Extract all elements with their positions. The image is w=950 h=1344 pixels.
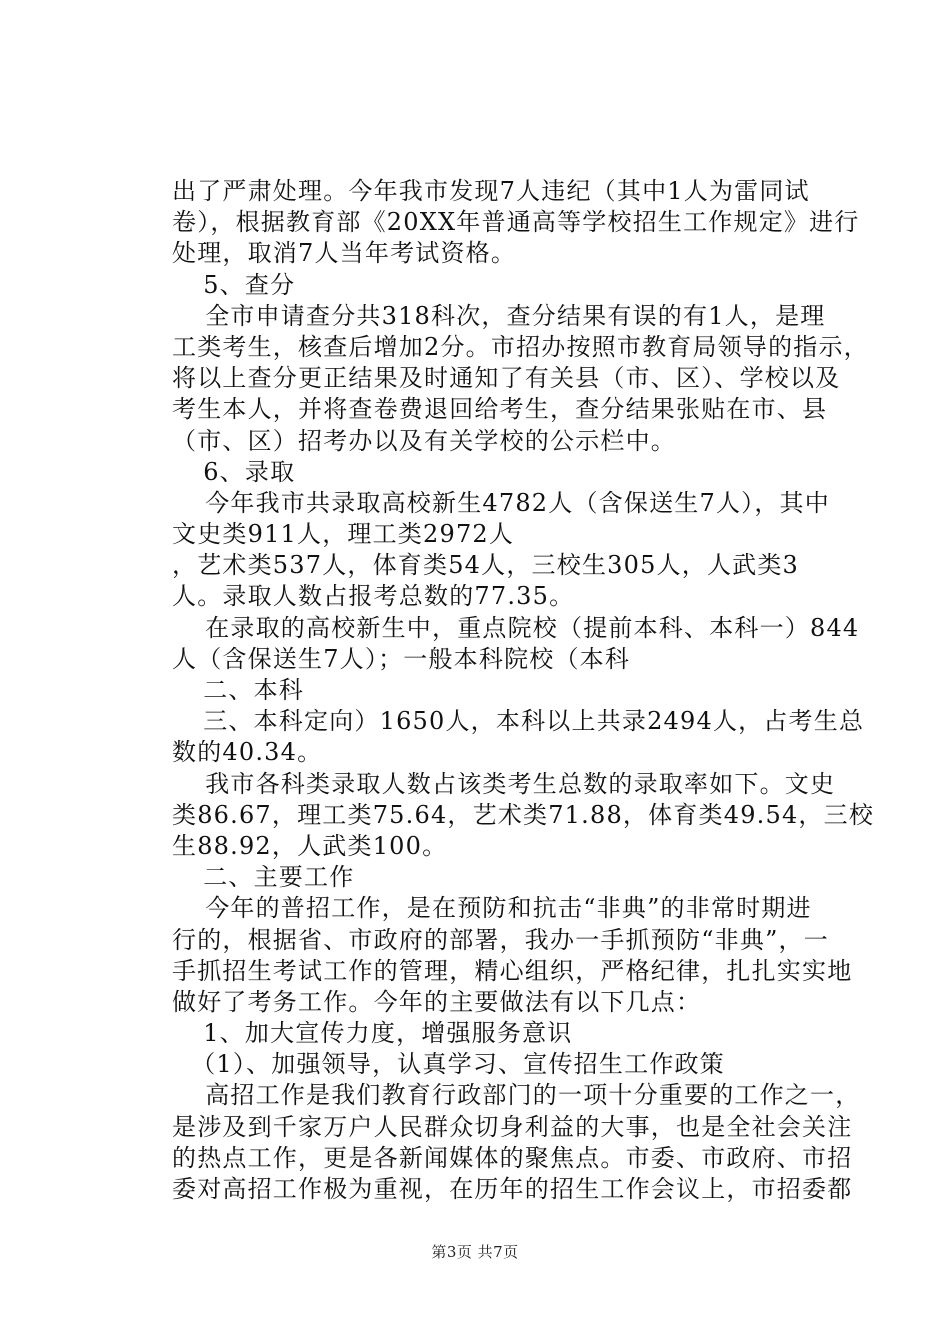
section-heading: 二、本科 [178,676,304,704]
text-line: 是涉及到千家万户人民群众切身利益的大事，也是全社会关注 [172,1112,853,1141]
text-line: 人（含保送生7人）；一般本科院校（本科 [172,644,631,673]
text-line: 数的40.34。 [172,738,323,767]
text-line: 今年的普招工作，是在预防和抗击“非典”的非常时期进 [180,894,812,923]
text-line: 我市各科类录取人数占该类考生总数的录取率如下。文史 [180,769,836,798]
text-line: ，艺术类537人，体育类54人，三校生305人，人武类3 [172,551,800,580]
text-line: 在录取的高校新生中，重点院校（提前本科、本科一）844 [180,613,860,642]
text-line: 手抓招生考试工作的管理，精心组织，严格纪律，扎扎实实地 [172,956,853,985]
text-line: 委对高招工作极为重视，在历年的招生工作会议上，市招委都 [172,1175,853,1203]
text-line: 行的，根据省、市政府的部署，我办一手抓预防“非典”，一 [172,925,829,954]
text-line: 三、本科定向）1650人，本科以上共录2494人，占考生总 [178,707,865,736]
text-line: 文史类911人，理工类2972人 [172,520,515,549]
text-line: 的热点工作，更是各新闻媒体的聚焦点。市委、市政府、市招 [172,1143,853,1172]
section-heading: 6、录取 [178,457,296,486]
text-line: 类86.67，理工类75.64，艺术类71.88，体育类49.54，三校 [172,800,875,829]
text-line: 做好了考务工作。今年的主要做法有以下几点： [172,987,702,1016]
text-line: 卷），根据教育部《20XX年普通高等学校招生工作规定》进行 [172,208,860,237]
text-line: 处理，取消7人当年考试资格。 [172,239,517,268]
text-line: 将以上查分更正结果及时通知了有关县（市、区）、学校以及 [172,364,841,393]
text-line: 高招工作是我们教育行政部门的一项十分重要的工作之一， [180,1081,861,1110]
text-line: 人。录取人数占报考总数的77.35。 [172,582,575,611]
section-heading: （1）、加强领导，认真学习、宣传招生工作政策 [178,1050,725,1079]
text-line: （市、区）招考办以及有关学校的公示栏中。 [172,426,676,455]
section-heading: 二、主要工作 [178,863,355,892]
section-heading: 5、查分 [178,270,296,299]
text-line: 全市申请查分共318科次，查分结果有误的有1人，是理 [180,301,826,330]
page-footer: 第3页 共7页 [431,1243,519,1261]
body-text [172,176,875,1205]
section-heading: 1、加大宣传力度，增强服务意识 [178,1019,573,1048]
text-line: 工类考生，核查后增加2分。市招办按照市教育局领导的指示， [172,332,869,361]
text-line: 今年我市共录取高校新生4782人（含保送生7人），其中 [180,488,830,517]
text-line: 出了严肃处理。今年我市发现7人违纪（其中1人为雷同试 [172,177,810,205]
text-line: 生88.92，人武类100。 [172,831,448,860]
text-line: 考生本人，并将查卷费退回给考生，查分结果张贴在市、县 [172,395,828,424]
